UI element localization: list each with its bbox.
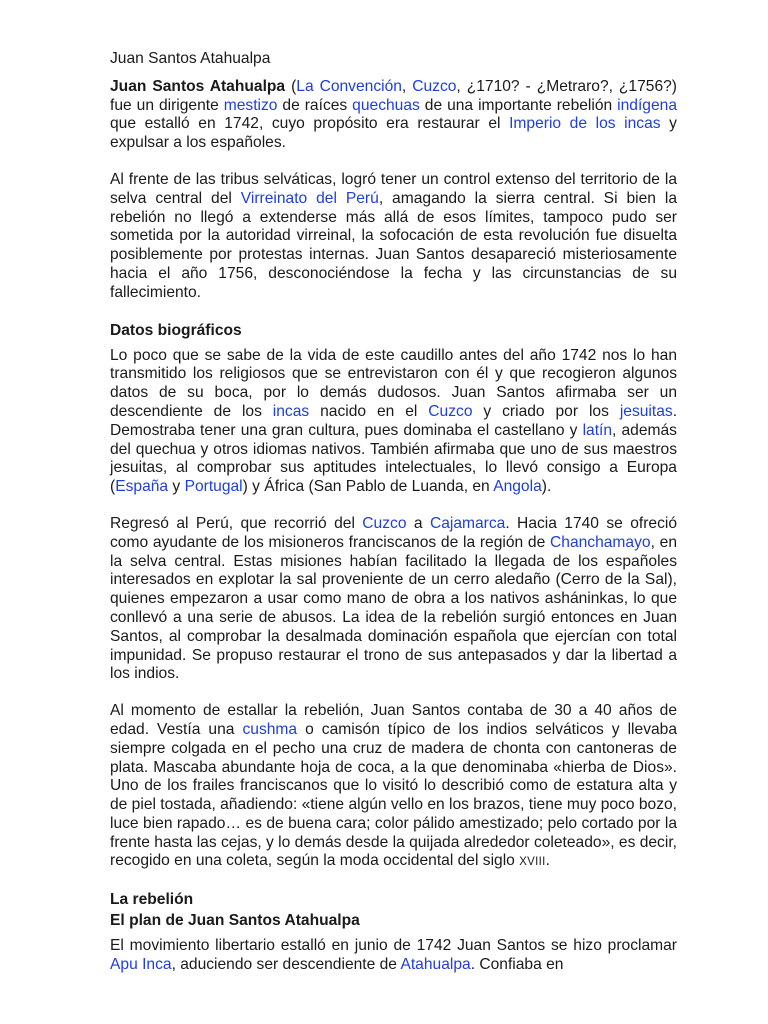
link-cuzco[interactable]: Cuzco [428, 402, 473, 420]
link-cushma[interactable]: cushma [242, 720, 298, 738]
intro-paragraph [110, 78, 677, 153]
text-run: , además del quechua y otros idiomas nativos. También afirmaba que uno de sus maestros jesuitas, al comprobar sus aptitudes intelectuales, lo llevó consigo a Europa ( [110, 421, 677, 496]
link-apu-inca[interactable]: Apu Inca [110, 956, 172, 974]
heading-datos-biograficos: Datos biográficos [110, 321, 242, 339]
subject-name: Juan Santos Atahualpa [110, 77, 286, 95]
link-cuzco[interactable]: Cuzco [362, 514, 407, 532]
link-la-convencion[interactable]: La Convención [296, 77, 402, 95]
link-angola[interactable]: Angola [493, 478, 542, 496]
text-run: . Hacia 1740 se ofreció como ayudante de los misioneros franciscanos de la región de [110, 514, 678, 551]
paragraph-regreso [110, 515, 677, 684]
text-run: . Demostraba tener una gran cultura, pues dominaba el castellano y [110, 402, 678, 439]
text-run: o camisón típico de los indios selváticos y llevaba siempre colgada en el pecho una cruz de madera de chonta con cantoneras de plata. Mascaba abundante hoja de coca, a la que denominaba «hierba de Dios». Uno de los frailes franciscanos que lo visitó lo describió como de estatura alta y de piel tostada, añadiendo: «tiene algún vello en los brazos, tiene muy poco bozo, luce bien rapado… es de buena cara; color pálido amestizado; pelo cortado por la frente hasta las cejas, y lo demás desde la quijada alrededor coleteado», es decir, recogido en una coleta, según la moda occidental del siglo [110, 720, 678, 870]
text-run: Lo poco que se sabe de la vida de este caudillo antes del año 1742 nos lo han transmitido los religiosos que se entrevistaron con él y que recogieron algunos datos de su boca, por lo demás dudosos. Juan Santos afirmaba ser un descendiente de los [110, 346, 677, 420]
text-run: Al frente de las tribus selváticas, logró tener un control extenso del territorio de la selva central del [110, 170, 677, 207]
text-run: , [401, 77, 413, 95]
link-virreinato[interactable]: Virreinato del Perú [240, 189, 379, 207]
link-imperio-incas[interactable]: Imperio de los incas [509, 115, 661, 133]
link-indigena[interactable]: indígena [617, 96, 677, 114]
link-incas[interactable]: incas [272, 402, 310, 420]
text-run: Al momento de estallar la rebelión, Juan Santos contaba de 30 a 40 años de edad. Vestía una [110, 702, 677, 738]
text-run: y criado por los [472, 402, 620, 420]
text-run: , amagando la sierra central. Si bien la rebelión no llegó a extenderse más allá de esos límites, tampoco pudo ser sometida por la autoridad virreinal, la sofocación de esta revolución fue disuelta posiblemente por protestas internas. Juan Santos desapareció misteriosamente hacia el año 1756, desconociéndose la fecha y las circunstancias de su fallecimiento. [110, 189, 678, 301]
text-run: ) y África (San Pablo de Luanda, en [242, 478, 494, 496]
heading-la-rebelion: La rebelión [110, 891, 194, 909]
text-run: ). [541, 478, 552, 496]
text-run: , en la selva central. Estas misiones habían facilitado la llegada de los españoles interesados en explotar la sal proveniente de un cerro aledaño (Cerro de la Sal), quienes empezaron a usar como mano de obra a los nativos asháninkas, lo que conllevó a una serie de abusos. La idea de la rebelión surgió entonces en Juan Santos, al comprobar la desalmada dominación española que ejercían con total impunidad. Se propuso restaurar el trono de sus antepasados y dar la libertad a los indios. [110, 533, 677, 683]
text-run: y expulsar a los españoles. [110, 115, 677, 152]
document-page [110, 50, 677, 993]
text-run: de una importante rebelión [419, 96, 618, 114]
text-run: a [406, 514, 430, 532]
link-chanchamayo[interactable]: Chanchamayo [550, 533, 651, 551]
text-run: ( [285, 77, 297, 95]
text-run: , aduciendo ser descendiente de [171, 956, 401, 974]
link-latin[interactable]: latín [582, 421, 613, 439]
text-run: y [168, 478, 185, 496]
text-run: . [545, 852, 550, 870]
text-run: , ¿1710? - ¿Metraro?, ¿1756?) fue un dirigente [110, 77, 677, 114]
text-run: El movimiento libertario estalló en junio de 1742 Juan Santos se hizo proclamar [110, 937, 677, 955]
link-quechuas[interactable]: quechuas [352, 96, 420, 114]
century-numeral: XVIII [519, 856, 546, 869]
link-jesuitas[interactable]: jesuitas [619, 402, 673, 420]
link-cuzco[interactable]: Cuzco [412, 77, 457, 95]
link-portugal[interactable]: Portugal [184, 478, 243, 496]
paragraph-selva [110, 171, 677, 303]
link-espana[interactable]: España [115, 478, 169, 496]
text-run: nacido en el [309, 402, 429, 420]
link-mestizo[interactable]: mestizo [223, 96, 278, 114]
text-run: Regresó al Perú, que recorrió del [110, 514, 363, 532]
link-atahualpa[interactable]: Atahualpa [400, 956, 471, 974]
text-run: de raíces [277, 96, 353, 114]
paragraph-descripcion [110, 702, 677, 872]
paragraph-movimiento [110, 937, 677, 975]
heading-el-plan: El plan de Juan Santos Atahualpa [110, 912, 360, 930]
text-run: . Confiaba en [470, 956, 564, 974]
text-run: que estalló en 1742, cuyo propósito era restaurar el [110, 115, 510, 133]
link-cajamarca[interactable]: Cajamarca [429, 514, 506, 532]
document-title: Juan Santos Atahualpa [110, 50, 271, 67]
paragraph-origen [110, 347, 677, 497]
